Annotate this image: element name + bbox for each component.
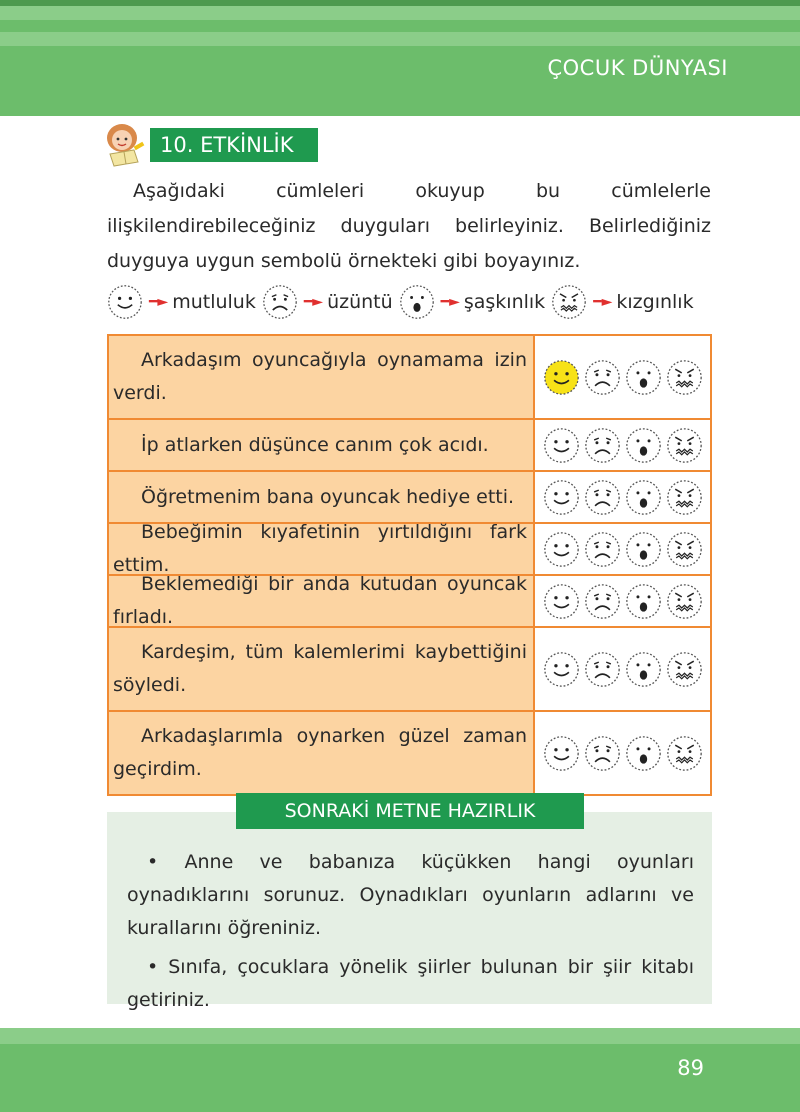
emotion-options <box>535 472 710 522</box>
surprised-face-icon[interactable] <box>625 651 662 688</box>
sad-face-icon[interactable] <box>584 427 621 464</box>
sentence-text: Arkadaşım oyuncağıyla oynamama izin verdi. <box>113 349 527 404</box>
header-title: ÇOCUK DÜNYASI <box>547 56 728 80</box>
sentence-cell <box>109 628 535 710</box>
arrow-icon: ━► <box>303 294 324 310</box>
sentence-cell <box>109 573 535 628</box>
angry-face-icon[interactable] <box>666 651 703 688</box>
activity-label: 10. ETKİNLİK <box>150 128 318 162</box>
table-row <box>109 336 710 420</box>
sentence-cell <box>109 712 535 794</box>
sad-face-icon[interactable] <box>584 583 621 620</box>
table-row <box>109 628 710 712</box>
surprised-face-icon[interactable] <box>625 479 662 516</box>
surprised-face-icon <box>399 284 435 320</box>
emotion-options <box>535 336 710 418</box>
top-band <box>0 0 800 116</box>
happy-face-icon[interactable] <box>543 531 580 568</box>
surprised-face-icon[interactable] <box>625 735 662 772</box>
surprised-face-icon[interactable] <box>625 359 662 396</box>
page-number: 89 <box>677 1056 704 1080</box>
sentence-text: Kardeşim, tüm kalemlerimi kaybettiğini söyledi. <box>113 641 527 696</box>
top-stripe <box>0 6 800 20</box>
emotion-options <box>535 420 710 470</box>
sentence-text: İp atlarken düşünce canım çok acıdı. <box>141 433 489 456</box>
preparation-box <box>107 812 712 1011</box>
happy-face-icon[interactable] <box>543 479 580 516</box>
happy-face-icon[interactable] <box>543 359 580 396</box>
legend-label: şaşkınlık <box>463 291 546 313</box>
sentence-text: Öğretmenim bana oyuncak hediye etti. <box>141 485 515 508</box>
angry-face-icon[interactable] <box>666 531 703 568</box>
emotion-options <box>535 712 710 794</box>
emotion-legend <box>107 282 711 322</box>
angry-face-icon[interactable] <box>666 359 703 396</box>
angry-face-icon[interactable] <box>666 479 703 516</box>
sentence-cell <box>109 472 535 522</box>
angry-face-icon[interactable] <box>666 583 703 620</box>
table-row <box>109 712 710 796</box>
bottom-stripe <box>0 1028 800 1044</box>
happy-face-icon[interactable] <box>543 427 580 464</box>
happy-face-icon[interactable] <box>543 583 580 620</box>
girl-reading-icon <box>100 118 152 168</box>
angry-face-icon[interactable] <box>666 735 703 772</box>
surprised-face-icon[interactable] <box>625 427 662 464</box>
legend-label: üzüntü <box>327 291 393 313</box>
sad-face-icon <box>262 284 298 320</box>
sentence-cell <box>109 420 535 470</box>
instructions: Aşağıdaki cümleleri okuyup bu cümlelerle ilişkilendirebileceğiniz duyguları belirleyiniz. Belirlediğiniz duyguya uygun sembolü örnekteki gibi boyayınız. <box>107 180 711 272</box>
table-row <box>109 420 710 472</box>
table-row <box>109 573 710 628</box>
activity-header <box>100 118 330 168</box>
sad-face-icon[interactable] <box>584 359 621 396</box>
preparation-label: SONRAKİ METNE HAZIRLIK <box>236 793 584 829</box>
sentence-text: Arkadaşlarımla oynarken güzel zaman geçirdim. <box>113 725 527 780</box>
emotion-options <box>535 628 710 710</box>
sad-face-icon[interactable] <box>584 531 621 568</box>
top-stripe <box>0 32 800 46</box>
emotion-options <box>535 524 710 574</box>
angry-face-icon[interactable] <box>666 427 703 464</box>
emotion-options <box>535 576 710 626</box>
legend-label: kızgınlık <box>616 291 694 313</box>
happy-face-icon <box>107 284 143 320</box>
surprised-face-icon[interactable] <box>625 531 662 568</box>
emotion-table <box>107 334 712 796</box>
arrow-icon: ━► <box>593 294 613 310</box>
preparation-item: • Sınıfa, çocuklara yönelik şiirler bulunan bir şiir kitabı getiriniz. <box>127 956 694 1011</box>
sentence-text: Beklemediği bir anda kutudan oyuncak fırladı. <box>113 573 527 628</box>
legend-label: mutluluk <box>172 291 256 313</box>
happy-face-icon[interactable] <box>543 735 580 772</box>
angry-face-icon <box>551 284 587 320</box>
sad-face-icon[interactable] <box>584 735 621 772</box>
sad-face-icon[interactable] <box>584 479 621 516</box>
sentence-text: Bebeğimin kıyafetinin yırtıldığını fark ettim. <box>113 521 527 576</box>
happy-face-icon[interactable] <box>543 651 580 688</box>
sad-face-icon[interactable] <box>584 651 621 688</box>
sentence-cell <box>109 521 535 576</box>
preparation-item: • Anne ve babanıza küçükken hangi oyunları oynadıklarını sorunuz. Oynadıkları oyunların adlarını ve kurallarını öğreniniz. <box>127 851 694 939</box>
surprised-face-icon[interactable] <box>625 583 662 620</box>
sentence-cell <box>109 336 535 418</box>
arrow-icon: ━► <box>440 294 460 310</box>
arrow-icon: ━► <box>149 294 169 310</box>
